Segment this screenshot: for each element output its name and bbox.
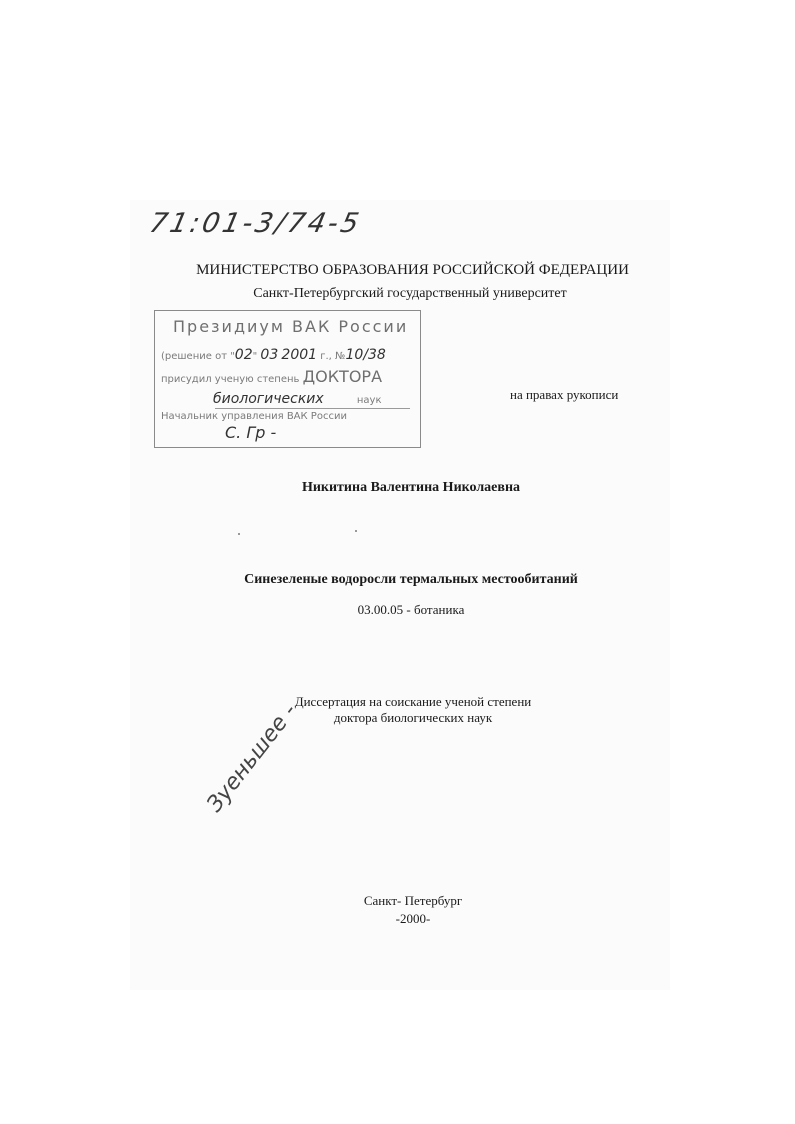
- stamp-title: Президиум ВАК России: [173, 317, 409, 336]
- stamp-decision-month: 03: [260, 347, 279, 363]
- stamp-degree-prefix: присудил ученую степень: [161, 374, 303, 385]
- stamp-decision-prefix: (решение от ": [161, 351, 235, 362]
- rights-note: на правах рукописи: [510, 387, 619, 402]
- stamp-decision-line: [161, 347, 386, 363]
- specialty-code: 03.00.05 - ботаника: [357, 602, 465, 617]
- stamp-decision-number: 10/38: [345, 347, 386, 363]
- stamp-science-field: биологических: [213, 391, 324, 407]
- handwritten-signature: Зуеньшее -: [202, 699, 303, 817]
- dissertation-line-1: Диссертация на соискание ученой степени: [294, 694, 532, 709]
- stamp-decision-suffix: г., №: [317, 351, 346, 362]
- archive-number: 71:01-3/74-5: [146, 208, 365, 239]
- vak-stamp: [154, 310, 421, 448]
- dissertation-line-2: доктора биологических наук: [333, 710, 493, 725]
- dissertation-title: Синезеленые водоросли термальных местообитаний: [244, 572, 578, 587]
- stamp-decision-day: 02: [234, 347, 253, 363]
- city: Санкт- Петербург: [363, 893, 463, 908]
- stamp-degree-line: [161, 367, 382, 386]
- stamp-decision-year: 2001: [281, 347, 318, 363]
- stamp-science-suffix: наук: [356, 395, 382, 406]
- scan-speck: [238, 533, 240, 535]
- year: -2000-: [395, 911, 431, 926]
- stamp-degree: ДОКТОРА: [302, 367, 383, 386]
- stamp-science-line: [161, 391, 382, 407]
- stamp-rule: [215, 408, 410, 409]
- stamp-head-label: Начальник управления ВАК России: [161, 411, 347, 422]
- ministry-heading: МИНИСТЕРСТВО ОБРАЗОВАНИЯ РОССИЙСКОЙ ФЕДЕРАЦИИ: [196, 262, 629, 278]
- scan-speck: [355, 530, 357, 532]
- author-name: Никитина Валентина Николаевна: [301, 480, 521, 495]
- university-name: Санкт-Петербургский государственный университет: [253, 286, 567, 301]
- stamp-decision-mid: ": [252, 351, 261, 362]
- stamp-signature: С. Гр -: [225, 423, 277, 442]
